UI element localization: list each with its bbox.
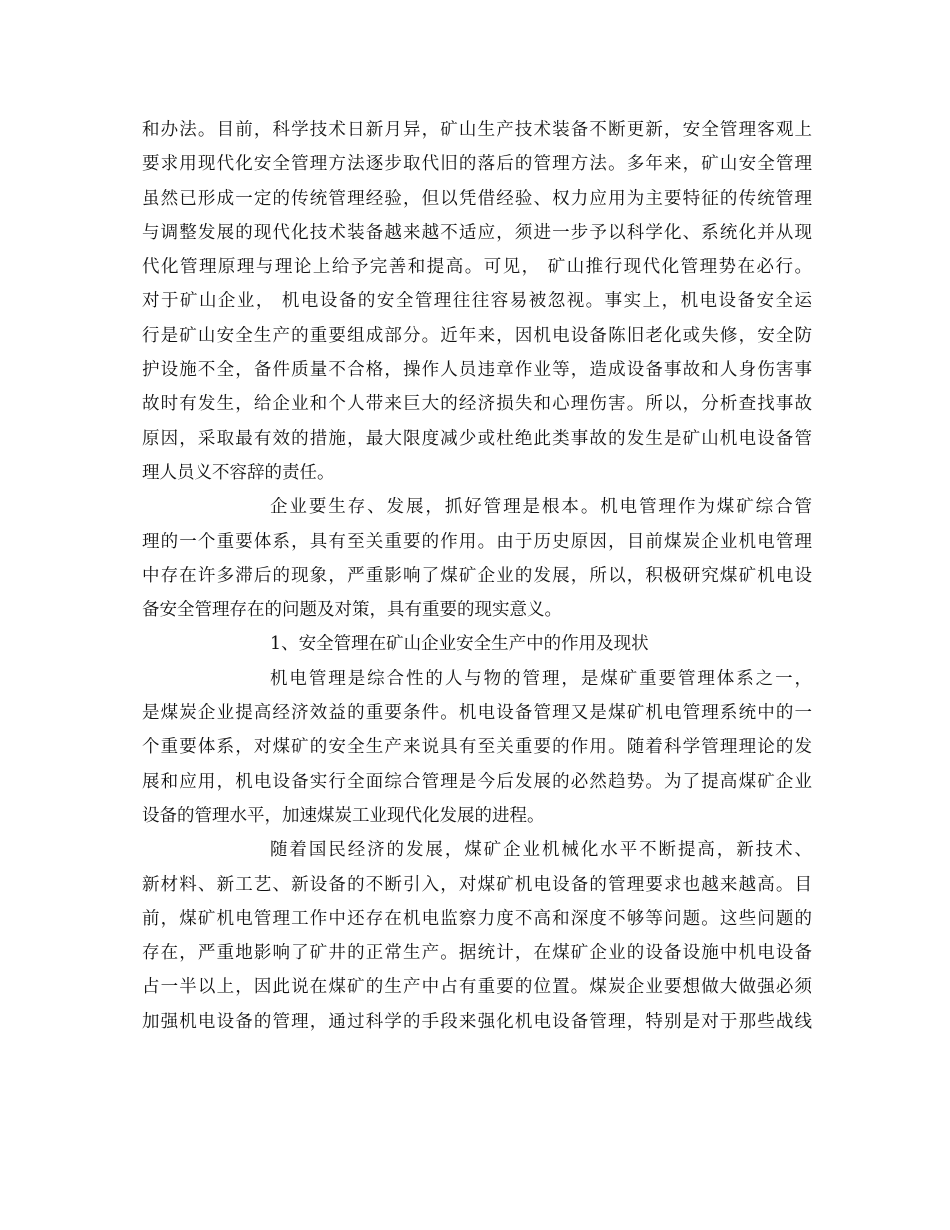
text-line: 代化管理原理与理论上给予完善和提高。可见， 矿山推行现代化管理势在必行。 — [142, 257, 812, 278]
text-line: 中存在许多滞后的现象，严重影响了煤矿企业的发展，所以，积极研究煤矿机电设 — [142, 565, 812, 586]
text-line: 设备的管理水平，加速煤炭工业现代化发展的进程。 — [142, 805, 545, 826]
text-line: 个重要体系，对煤矿的安全生产来说具有至关重要的作用。随着科学管理理论的发 — [142, 737, 812, 758]
paragraph-start: 随着国民经济的发展，煤矿企业机械化水平不断提高，新技术、 — [270, 840, 812, 861]
body-text — [142, 113, 812, 1039]
paragraph-start: 企业要生存、发展，抓好管理是根本。机电管理作为煤矿综合管 — [270, 497, 812, 518]
text-line: 加强机电设备的管理，通过科学的手段来强化机电设备管理，特别是对于那些战线 — [142, 1011, 812, 1032]
text-line: 备安全管理存在的问题及对策，具有重要的现实意义。 — [142, 600, 562, 621]
text-line: 存在，严重地影响了矿井的正常生产。据统计，在煤矿企业的设备设施中机电设备 — [142, 943, 812, 964]
text-line: 和办法。目前，科学技术日新月异，矿山生产技术装备不断更新，安全管理客观上 — [142, 120, 812, 140]
text-line: 前，煤矿机电管理工作中还存在机电监察力度不高和深度不够等问题。这些问题的 — [142, 908, 812, 929]
section-heading: 1、安全管理在矿山企业安全生产中的作用及现状 — [270, 634, 649, 655]
text-line: 故时有发生，给企业和个人带来巨大的经济损失和心理伤害。所以，分析查找事故 — [142, 394, 812, 415]
text-line: 行是矿山安全生产的重要组成部分。近年来，因机电设备陈旧老化或失修，安全防 — [142, 325, 812, 346]
text-line: 护设施不全，备件质量不合格，操作人员违章作业等，造成设备事故和人身伤害事 — [142, 360, 812, 381]
text-line: 展和应用，机电设备实行全面综合管理是今后发展的必然趋势。为了提高煤矿企业 — [142, 771, 812, 792]
text-line: 理人员义不容辞的责任。 — [142, 462, 335, 483]
text-line: 新材料、新工艺、新设备的不断引入，对煤矿机电设备的管理要求也越来越高。目 — [142, 874, 812, 895]
paragraph-start: 机电管理是综合性的人与物的管理，是煤矿重要管理体系之一， — [270, 668, 812, 689]
text-line: 理的一个重要体系，具有至关重要的作用。由于历史原因，目前煤炭企业机电管理 — [142, 531, 812, 552]
text-line: 对于矿山企业， 机电设备的安全管理往往容易被忽视。事实上，机电设备安全运 — [142, 291, 812, 312]
text-line: 虽然已形成一定的传统管理经验，但以凭借经验、权力应用为主要特征的传统管理 — [142, 188, 812, 209]
text-line: 是煤炭企业提高经济效益的重要条件。机电设备管理又是煤矿机电管理系统中的一 — [142, 703, 812, 724]
text-line: 与调整发展的现代化技术装备越来越不适应，须进一步予以科学化、系统化并从现 — [142, 222, 812, 243]
text-line: 占一半以上，因此说在煤矿的生产中占有重要的位置。煤炭企业要想做大做强必须 — [142, 977, 812, 998]
text-line: 原因，采取最有效的措施，最大限度减少或杜绝此类事故的发生是矿山机电设备管 — [142, 428, 812, 449]
text-line: 要求用现代化安全管理方法逐步取代旧的落后的管理方法。多年来，矿山安全管理 — [142, 154, 812, 175]
